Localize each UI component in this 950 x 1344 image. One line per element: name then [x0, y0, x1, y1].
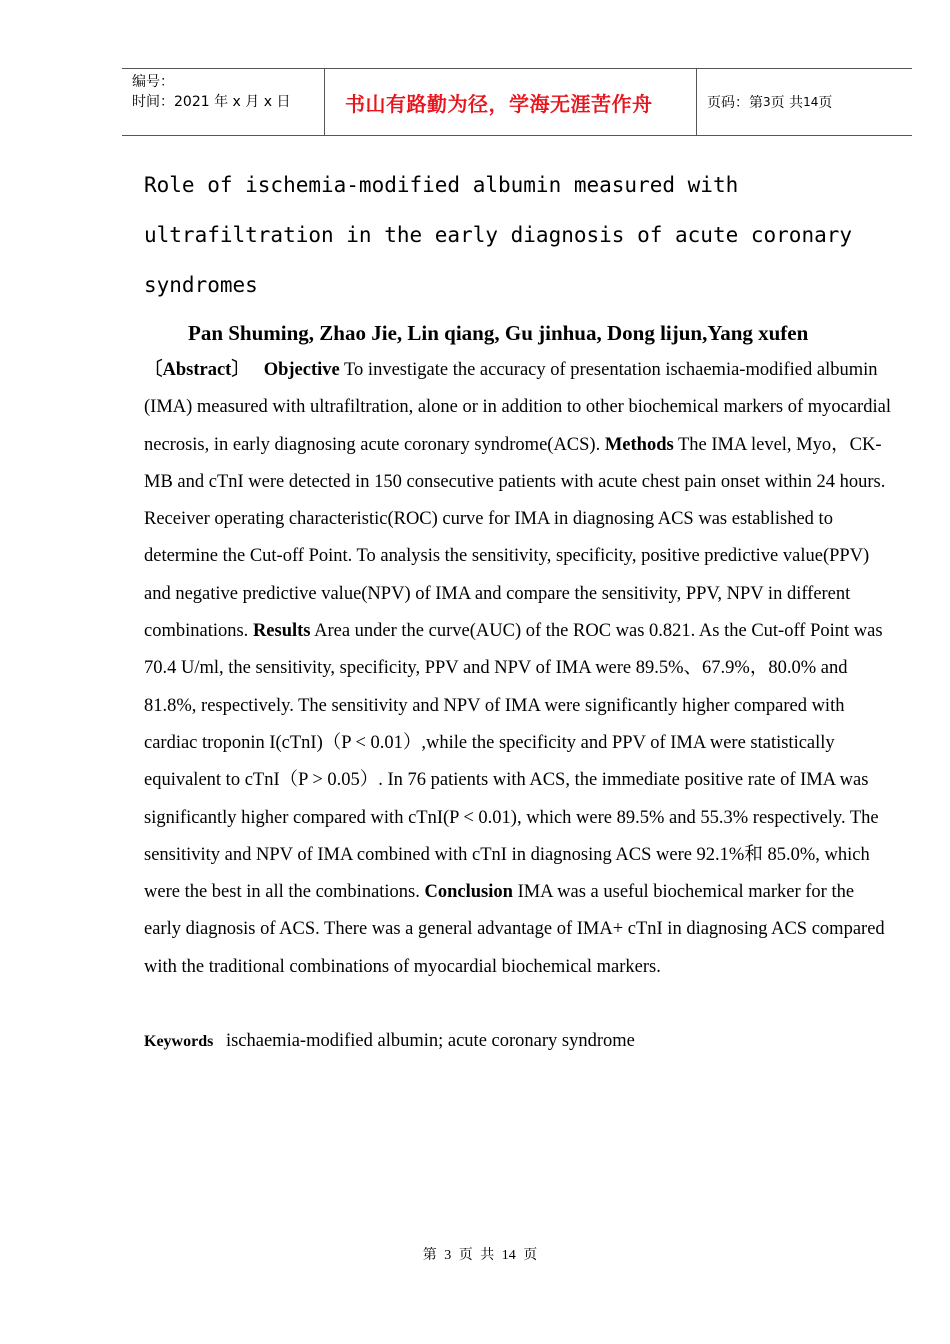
methods-label: Methods — [604, 434, 674, 455]
abstract — [144, 352, 894, 986]
keywords — [144, 1024, 894, 1059]
page-footer: 第 3 页 共 14 页 — [422, 1248, 538, 1263]
title-line-3: syndromes — [144, 273, 258, 297]
results-label: Results — [252, 621, 311, 642]
results-text: Area under the curve(AUC) of the ROC was 0.821. As the Cut-off Point was 70.4 U/ml, the sensitivity, specificity, PPV and NPV of IMA were 89.5%、67.9%，80.0% and 81.8%, respectively. The sensitivity and NPV of IMA were significantly higher compared with cardiac troponin I(cTnI)（P < 0.01）,while the specificity and PPV of IMA were statistically equivalent to cTnI（P > 0.05）. In 76 patients with ACS, the immediate positive rate of IMA was significantly higher compared with cTnI(P < 0.01), which were 89.5% and 55.3% respectively. The sensitivity and NPV of IMA combined with cTnI in diagnosing ACS were 92.1%和 85.0%, which were the best in all the combinations. — [144, 621, 883, 903]
page-total: 14 — [803, 95, 819, 109]
paper-title — [144, 160, 864, 310]
title-line-2: ultrafiltration in the early diagnosis of acute coronary — [144, 223, 853, 247]
page-suffix: 页 — [818, 95, 833, 111]
keywords-label: Keywords — [144, 1033, 214, 1050]
page-header — [122, 68, 912, 136]
page-prefix: 页码：第 — [707, 95, 763, 111]
header-info-cell — [122, 69, 324, 135]
objective-text: To investigate the accuracy of presentation ischaemia-modified albumin (IMA) measured with ultrafiltration, alone or in addition to other biochemical markers of myocardial necrosis, in early diagnosing acute coronary syndrome(ACS). — [144, 360, 891, 455]
date-label: 时间：2021 年 x 月 x 日 — [132, 94, 291, 110]
page-mid: 页 共 — [770, 95, 804, 111]
page-current: 3 — [763, 95, 771, 109]
conclusion-text: IMA was a useful biochemical marker for the early diagnosis of ACS. There was a general advantage of IMA+ cTnI in diagnosing ACS compared with the traditional combinations of myocardial biochemical markers. — [144, 882, 885, 977]
abstract-label: 〔Abstract〕 — [144, 360, 250, 380]
header-motto: 书山有路勤为径，学海无涯苦作舟 — [324, 69, 697, 135]
header-page-indicator — [697, 69, 912, 135]
keywords-text: ischaemia-modified albumin; acute coronary syndrome — [225, 1031, 635, 1051]
author-list: Pan Shuming, Zhao Jie, Lin qiang, Gu jinhua, Dong lijun,Yang xufen — [188, 321, 809, 345]
title-line-1: Role of ischemia-modified albumin measured with — [144, 173, 739, 197]
number-label: 编号： — [132, 74, 174, 90]
objective-label: Objective — [263, 360, 340, 380]
methods-text: The IMA level, Myo，CK-MB and cTnI were detected in 150 consecutive patients with acute chest pain onset within 24 hours. Receiver operating characteristic(ROC) curve for IMA in diagnosing ACS was established to determine the Cut-off Point. To analysis the sensitivity, specificity, positive predictive value(PPV) and negative predictive value(NPV) of IMA and compare the sensitivity, PPV, NPV in different combinations. — [144, 434, 886, 642]
conclusion-label: Conclusion — [424, 882, 513, 903]
